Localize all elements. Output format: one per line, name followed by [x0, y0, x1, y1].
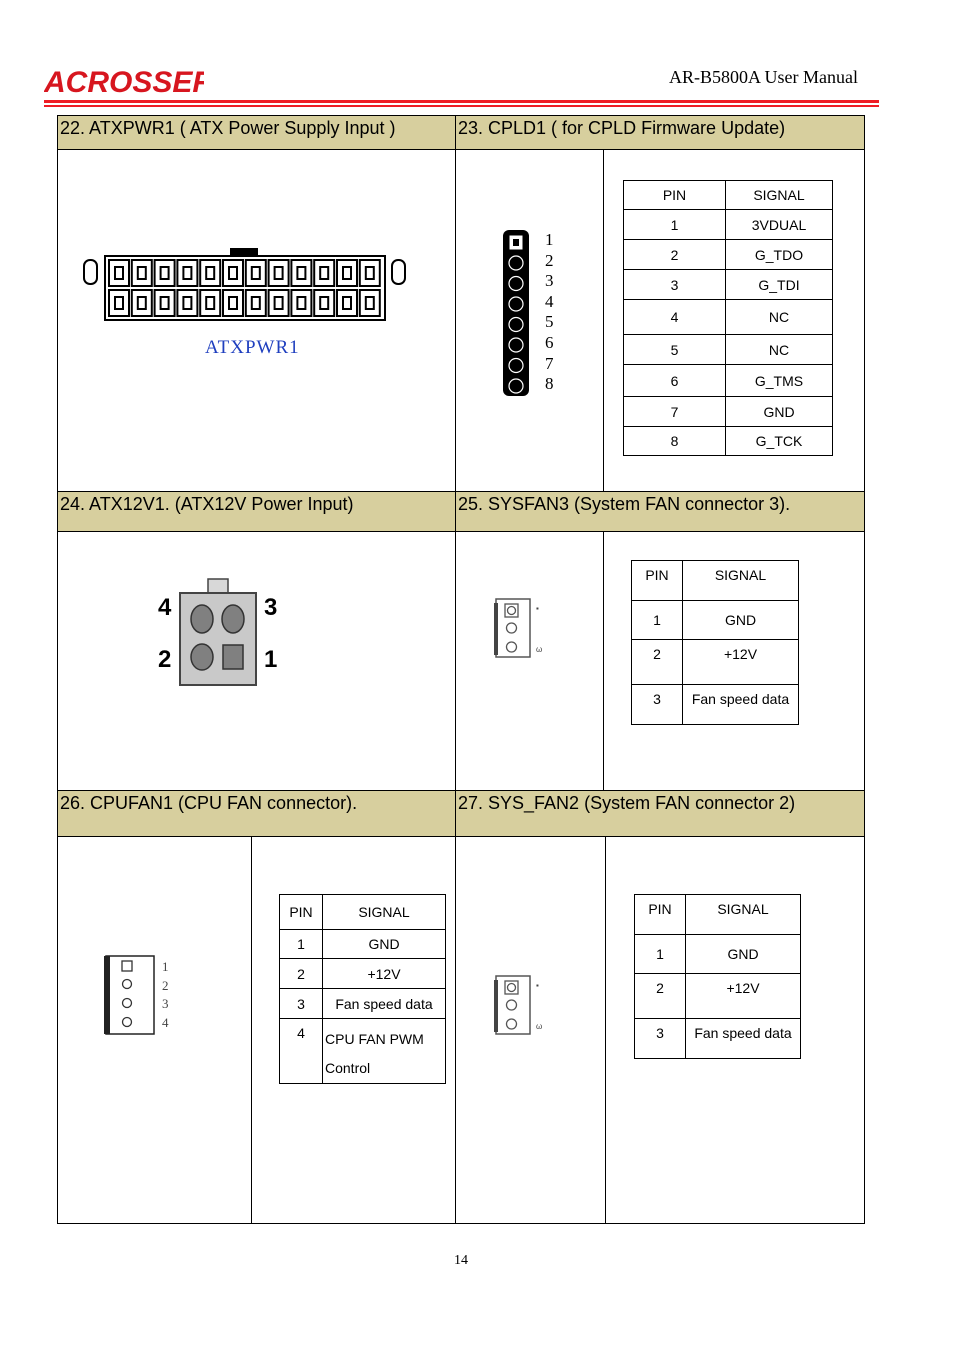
table-row: 7 GND: [624, 397, 833, 427]
table-row: 6 G_TMS: [624, 365, 833, 397]
sysfan3-pin-table: [631, 560, 799, 725]
cpld-pin-table: [623, 180, 833, 456]
table-row: 1 GND: [632, 601, 799, 640]
table-row: 1 GND: [280, 930, 446, 959]
table-row: 3 G_TDI: [624, 270, 833, 300]
header-rule-thin: [44, 105, 879, 107]
cpld-pin: [509, 297, 523, 311]
page-number: 14: [454, 1253, 468, 1268]
atx-pin-hole: [320, 297, 328, 309]
cpld-pin: [509, 359, 523, 373]
cpufan1-pin-table: [279, 894, 446, 1084]
table-row: 2 +12V: [632, 640, 799, 685]
section-27-title: 27. SYS_FAN2 (System FAN connector 2): [455, 790, 865, 837]
sysfan2-connector-figure: [492, 974, 547, 1038]
atx-pin-hole: [252, 267, 260, 279]
cpld-header-figure: [500, 228, 530, 398]
table-header: PIN: [624, 181, 726, 210]
atx-power-connector-figure: [80, 244, 410, 324]
atx-pin-hole: [115, 267, 123, 279]
acrosser-logo: [44, 62, 204, 98]
manual-title: AR-B5800A User Manual: [669, 67, 858, 87]
cpufan1-connector-figure: [102, 954, 157, 1036]
atx-pin-hole: [206, 267, 214, 279]
table-header: SIGNAL: [683, 561, 799, 601]
table-row: 3 Fan speed data: [635, 1019, 801, 1059]
atx-pin-hole: [366, 267, 374, 279]
section-24-title: 24. ATX12V1. (ATX12V Power Input): [57, 491, 456, 532]
table-row: 4 NC: [624, 300, 833, 335]
table-row: 2 +12V: [280, 959, 446, 989]
table-row: 8 G_TCK: [624, 427, 833, 456]
cpld-pin: [509, 256, 523, 270]
atx-pin-hole: [206, 297, 214, 309]
atx-pin-hole: [343, 267, 351, 279]
table-header: SIGNAL: [323, 895, 446, 930]
cpufan1-pin-numbers: 1 2 3 4: [162, 959, 169, 1030]
table-header: SIGNAL: [686, 895, 801, 935]
table-row: 2 +12V: [635, 974, 801, 1019]
atx-pin-hole: [183, 297, 191, 309]
atx-pin-hole: [343, 297, 351, 309]
atx-pin-hole: [138, 267, 146, 279]
table-header: PIN: [635, 895, 686, 935]
atx-pin-hole: [297, 267, 305, 279]
atx-pin-hole: [275, 297, 283, 309]
table-row: 3 Fan speed data: [632, 685, 799, 725]
atx12v-connector-figure: [178, 578, 258, 688]
atx-pin-hole: [183, 267, 191, 279]
cpld-pin: [509, 379, 523, 393]
atx-pin-hole: [366, 297, 374, 309]
table-row: 3 Fan speed data: [280, 989, 446, 1019]
svg-text:▪: ▪: [536, 604, 539, 613]
cpld-pin: [509, 338, 523, 352]
atx12v-pin-label-4: 4: [158, 594, 172, 621]
atx12v-pin-label-1: 1: [264, 646, 278, 673]
cpld-pin-numbers: 1 2 3 4 5 6 7 8: [545, 230, 554, 394]
svg-text:▪: ▪: [536, 981, 539, 990]
svg-text:ω: ω: [536, 1022, 543, 1031]
cpld-pin-hole: [513, 239, 519, 246]
atx-pin-hole: [161, 297, 169, 309]
table-row: 4 CPU FAN PWM Control: [280, 1019, 446, 1084]
sysfan2-pin-table: [634, 894, 801, 1059]
table-header: SIGNAL: [726, 181, 833, 210]
atx12v-pin-label-3: 3: [264, 594, 278, 621]
atx-pin-hole: [115, 297, 123, 309]
table-header: PIN: [280, 895, 323, 930]
atx-pin-hole: [229, 267, 237, 279]
table-header: PIN: [632, 561, 683, 601]
table-row: 1 3VDUAL: [624, 210, 833, 240]
table-row: 5 NC: [624, 335, 833, 365]
header-rule: [44, 100, 879, 103]
atx-power-label: ATXPWR1: [205, 337, 300, 358]
atx12v-pin-label-2: 2: [158, 646, 172, 673]
atx-pin-hole: [138, 297, 146, 309]
section-22-title: 22. ATXPWR1 ( ATX Power Supply Input ): [57, 115, 456, 150]
table-row: 2 G_TDO: [624, 240, 833, 270]
atx-pin-hole: [229, 297, 237, 309]
atx-pin-hole: [320, 267, 328, 279]
section-23-title: 23. CPLD1 ( for CPLD Firmware Update): [455, 115, 865, 150]
atx-pin-hole: [275, 267, 283, 279]
atx-pin-hole: [252, 297, 260, 309]
cpld-pin: [509, 277, 523, 291]
sysfan3-connector-figure: [492, 597, 547, 661]
svg-text:ω: ω: [536, 645, 543, 654]
table-row: 1 GND: [635, 935, 801, 974]
atx-pin-hole: [297, 297, 305, 309]
atx-pin-hole: [161, 267, 169, 279]
cpld-pin: [509, 318, 523, 332]
section-25-title: 25. SYSFAN3 (System FAN connector 3).: [455, 491, 865, 532]
section-26-title: 26. CPUFAN1 (CPU FAN connector).: [57, 790, 456, 837]
svg-text:ACROSSER: ACROSSER: [44, 66, 204, 98]
